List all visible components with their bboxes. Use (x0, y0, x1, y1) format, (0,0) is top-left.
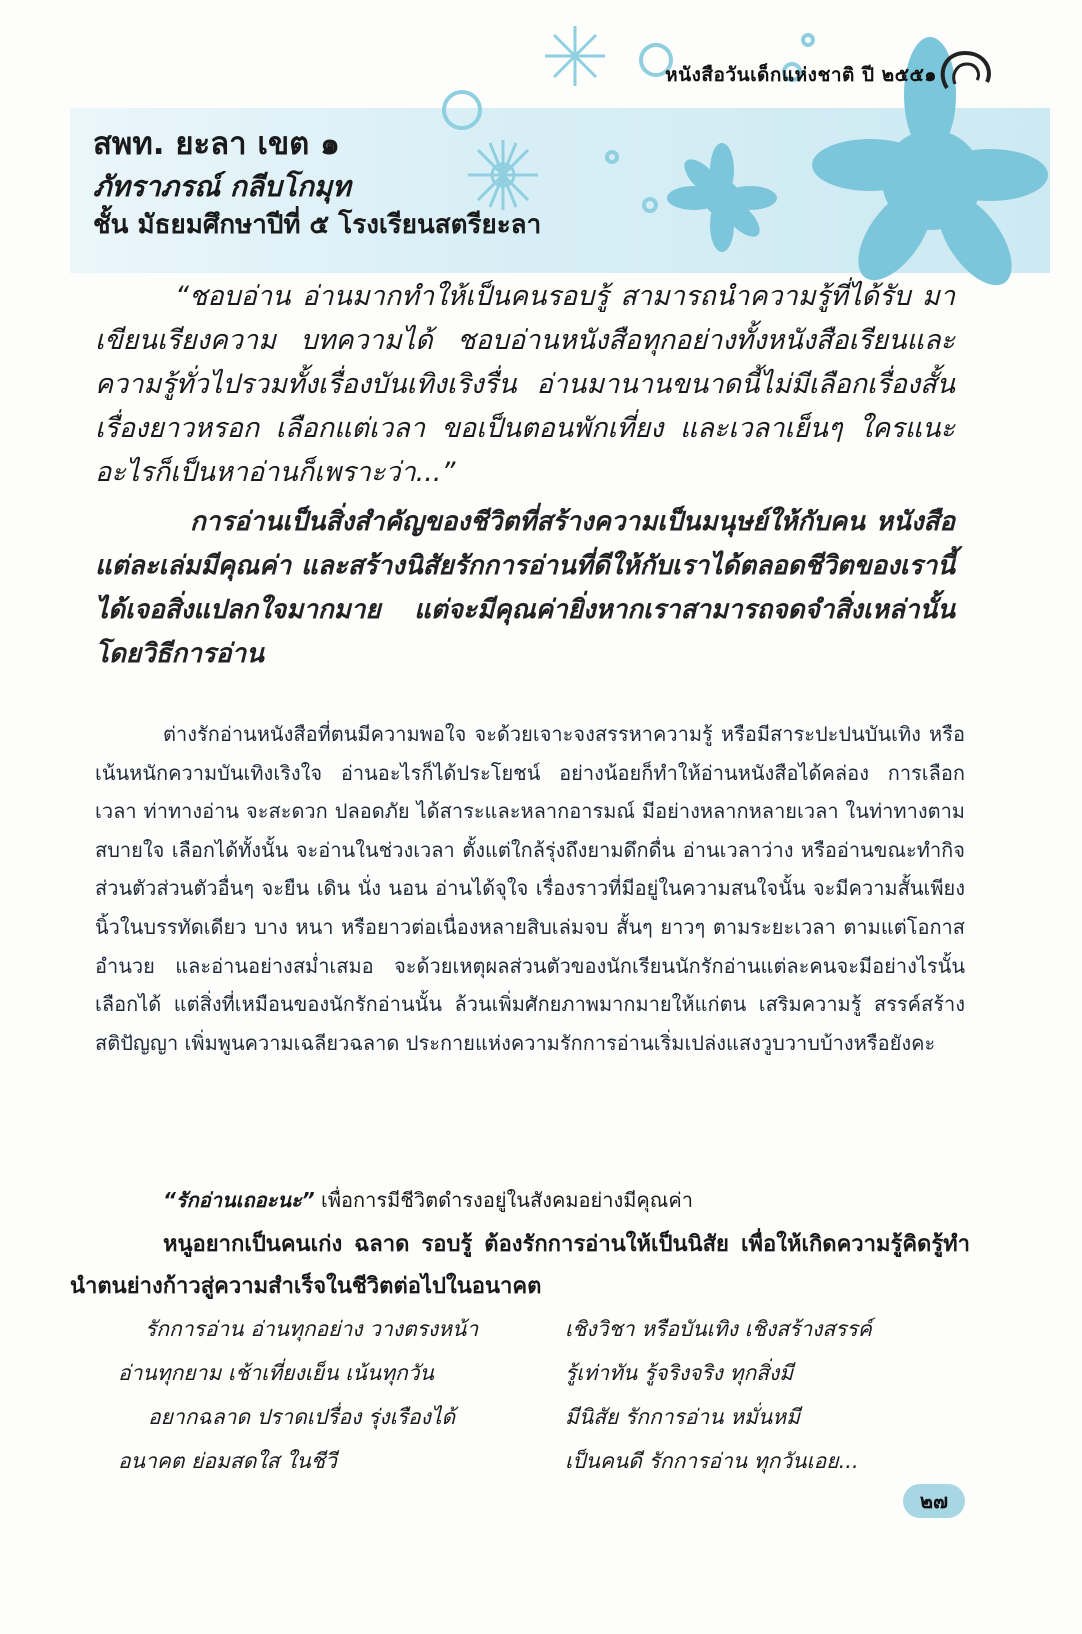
poem-line-right: รู้เท่าทัน รู้จริงจริง ทุกสิ่งมี (565, 1361, 794, 1385)
slogan-text: เพื่อการมีชีวิตดำรงอยู่ในสังคมอย่างมีคุณค่า (314, 1188, 693, 1212)
book-title: หนังสือวันเด็กแห่งชาติ ปี ๒๕๕๑ (665, 64, 937, 86)
poem-line-right: เชิงวิชา หรือบันเทิง เชิงสร้างสรรค์ (565, 1317, 872, 1341)
poem-line-right: มีนิสัย รักการอ่าน หมั่นหมี (565, 1405, 800, 1429)
poem-verse (0, 1313, 1082, 1357)
poem-line-left: รักการอ่าน อ่านทุกอย่าง วางตรงหน้า (145, 1317, 479, 1341)
education-area: สพท. ยะลา เขต ๑ (93, 126, 340, 162)
body-paragraph: ต่างรักอ่านหนังสือที่ตนมีความพอใจ จะด้วยเจาะจงสรรหาความรู้ หรือมีสาระปะปนบันเทิง หรือเน้นหนักความบันเทิงเริงใจ อ่านอะไรก็ได้ประโยชน์ อย่างน้อยก็ทำให้อ่านหนังสือได้คล่อง การเลือกเวลา ท่าทางอ่าน จะสะดวก ปลอดภัย ได้สาระและหลากอารมณ์ มีอย่างหลากหลายเวลา ในท่าทางตามสบายใจ เลือกได้ทั้งนั้น จะอ่านในช่วงเวลา ตั้งแต่ใกล้รุ่งถึงยามดึกดื่น อ่านเวลาว่าง หรืออ่านขณะทำกิจส่วนตัวส่วนตัวอื่นๆ จะยืน เดิน นั่ง นอน อ่านได้จุใจ เรื่องราวที่มีอยู่ในความสนใจนั้น จะมีความสั้นเพียงนิ้วในบรรทัดเดียว บาง หนา หรือยาวต่อเนื่องหลายสิบเล่มจบ สั้นๆ ยาวๆ ตามระยะเวลา ตามแต่โอกาสอำนวย และอ่านอย่างสม่ำเสมอ จะด้วยเหตุผลส่วนตัวของนักเรียนนักรักอ่านแต่ละคนจะมีอย่างไรนั้นเลือกได้ แต่สิ่งที่เหมือนของนักรักอ่านนั้น ล้วนเพิ่มศักยภาพมากมายให้แก่ตน เสริมความรู้ สรรค์สร้างสติปัญญา เพิ่มพูนความเฉลียวฉลาด ประกายแห่งความรักการอ่านเริ่มเปล่งแสงวูบวาบบ้างหรือยังคะ (95, 722, 965, 1055)
slogan-emphasis: “รักอ่านเถอะนะ” (163, 1188, 315, 1212)
poem-line-left: อ่านทุกยาม เช้าเที่ยงเย็น เน้นทุกวัน (118, 1361, 434, 1385)
student-name: ภัทราภรณ์ กลีบโกมุท (93, 169, 351, 203)
page-number: ๒๗ (903, 1484, 965, 1518)
slogan-line (163, 1185, 963, 1215)
quote-paragraph: “ชอบอ่าน อ่านมากทำให้เป็นคนรอบรู้ สามารถนำความรู้ที่ได้รับ มาเขียนเรียงความ บทความได้ ชอบอ่านหนังสือทุกอย่างทั้งหนังสือเรียนและความรู้ทั่วไปรวมทั้งเรื่องบันเทิงเริงรื่น อ่านมานานขนาดนี้ไม่มีเลือกเรื่องสั้นเรื่องยาวหรอก เลือกแต่เวลา ขอเป็นตอนพักเที่ยง และเวลาเย็นๆ ใครแนะอะไรก็เป็นหาอ่านก็เพราะว่า...” (95, 281, 955, 488)
class-school-line: ชั้น มัธยมศึกษาปีที่ ๕ โรงเรียนสตรียะลา (93, 209, 542, 240)
poem-line-left: อนาคต ย่อมสดใส ในชีวี (118, 1449, 337, 1473)
poem-line-left: อยากฉลาด ปราดเปรื่อง รุ่งเรืองได้ (148, 1405, 456, 1429)
poem-verse (0, 1357, 1082, 1401)
intro-paragraph: การอ่านเป็นสิ่งสำคัญของชีวิตที่สร้างความเป็นมนุษย์ให้กับคน หนังสือแต่ละเล่มมีคุณค่า และสร้างนิสัยรักการอ่านที่ดีให้กับเราได้ตลอดชีวิตของเรานี้ได้เจอสิ่งแปลกใจมากมาย แต่จะมีคุณค่ายิ่งหากเราสามารถจดจำสิ่งเหล่านั้นโดยวิธีการอ่าน (95, 507, 955, 669)
snowflake-small-icon (545, 26, 605, 86)
author-info (93, 127, 693, 241)
swirl-emblem-icon (937, 48, 997, 98)
poem (0, 1313, 1082, 1489)
conclusion-paragraph: หนูอยากเป็นคนเก่ง ฉลาด รอบรู้ ต้องรักการอ่านให้เป็นนิสัย เพื่อให้เกิดความรู้คิดรู้ทำ นำตนย่างก้าวสู่ความสำเร็จในชีวิตต่อไปในอนาคต (70, 1232, 970, 1299)
poem-line-right: เป็นคนดี รักการอ่าน ทุกวันเอย... (565, 1449, 859, 1473)
poem-verse (0, 1401, 1082, 1445)
poem-verse (0, 1445, 1082, 1489)
